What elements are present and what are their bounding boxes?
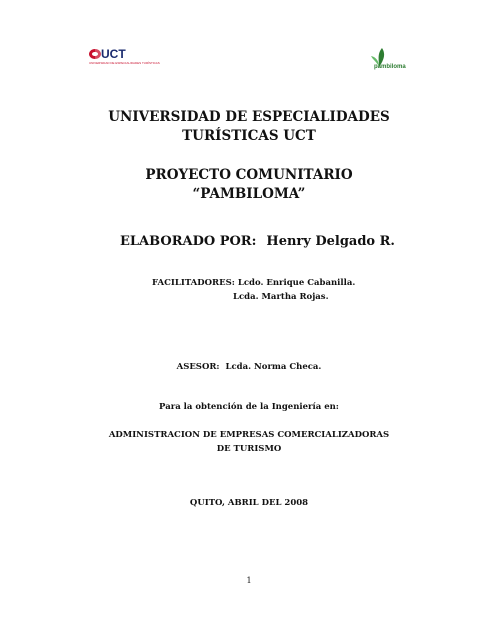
degree-name-line2: DE TURISMO — [216, 444, 282, 454]
university-title-line1: UNIVERSIDAD DE ESPECIALIDADES — [108, 109, 390, 125]
uct-emblem-icon — [88, 47, 102, 61]
university-title — [0, 108, 498, 146]
pambiloma-logo-text: pambiloma — [374, 64, 406, 70]
degree-intro: Para la obtención de la Ingeniería en: — [159, 402, 339, 412]
project-title-line2: “PAMBILOMA” — [192, 186, 306, 202]
advisor-label: ASESOR: — [176, 362, 220, 372]
facilitators-block — [152, 276, 355, 304]
advisor-name: Lcda. Norma Checa. — [225, 362, 322, 372]
page-number: 1 — [246, 576, 252, 585]
facilitator-2: Lcda. Martha Rojas. — [233, 292, 329, 302]
facilitators-label: FACILITADORES: — [152, 278, 235, 288]
author-line — [120, 234, 395, 249]
pambiloma-logo — [354, 46, 412, 76]
advisor-line — [0, 360, 498, 374]
uct-logo-tagline: UNIVERSIDAD DE ESPECIALIDADES TURÍSTICAS — [89, 61, 160, 65]
place-date: QUITO, ABRIL DEL 2008 — [189, 498, 309, 508]
degree-name — [0, 428, 498, 456]
facilitator-1: Lcdo. Enrique Cabanilla. — [237, 278, 356, 288]
uct-logo-text: UCT — [101, 47, 126, 61]
university-title-line2: TURÍSTICAS UCT — [182, 128, 316, 144]
degree-name-line1: ADMINISTRACION DE EMPRESAS COMERCIALIZADORAS — [108, 430, 390, 440]
project-title-line1: PROYECTO COMUNITARIO — [145, 167, 353, 183]
author-label: ELABORADO POR: — [120, 234, 257, 249]
uct-logo — [88, 46, 160, 70]
project-title — [0, 166, 498, 204]
author-name: Henry Delgado R. — [266, 234, 395, 249]
